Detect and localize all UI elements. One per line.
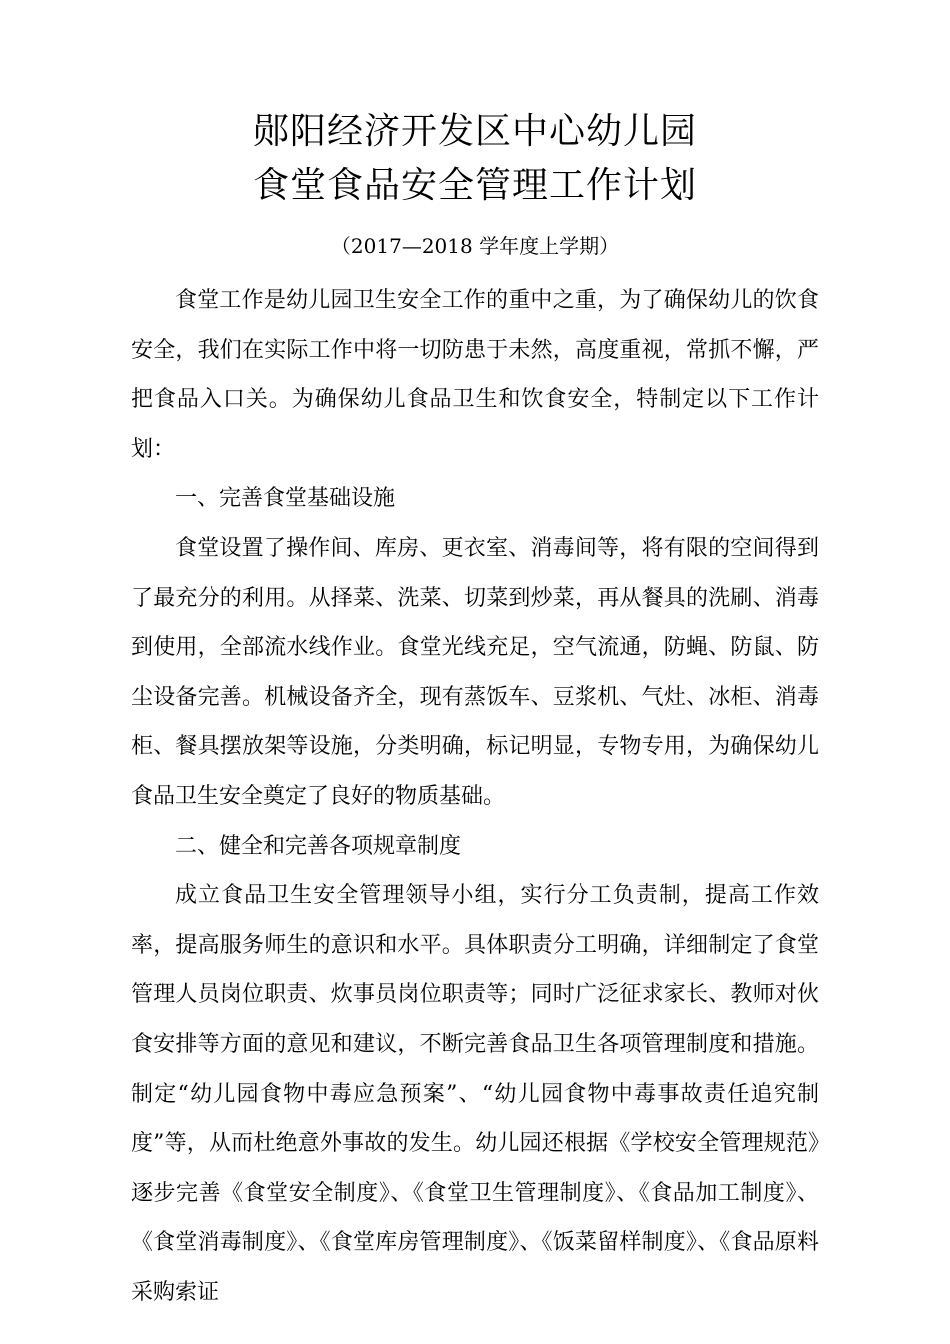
document-body	[131, 276, 819, 1317]
section1-heading: 一、完善食堂基础设施	[175, 486, 396, 512]
section2-heading: 二、健全和完善各项规章制度	[175, 833, 462, 859]
section2-paragraph: 成立食品卫生安全管理领导小组，实行分工负责制，提高工作效率，提高服务师生的意识和水平。具体职责分工明确，详细制定了食堂管理人员岗位职责、炊事员岗位职责等；同时广泛征求家长、教师对伙食安排等方面的意见和建议，不断完善食品卫生各项管理制度和措施。制定“幼儿园食物中毒应急预案”、“幼儿园食物中毒事故责任追究制度”等，从而杜绝意外事故的发生。幼儿园还根据《学校安全管理规范》逐步完善《食堂安全制度》、《食堂卫生管理制度》、《食品加工制度》、《食堂消毒制度》、《食堂库房管理制度》、《饭菜留样制度》、《食品原料采购索证	[131, 883, 819, 1305]
intro-paragraph: 食堂工作是幼儿园卫生安全工作的重中之重，为了确保幼儿的饮食安全，我们在实际工作中将一切防患于未然，高度重视，常抓不懈，严把食品入口关。为确保幼儿食品卫生和饮食安全，特制定以下工作计划：	[131, 288, 819, 462]
section1-paragraph: 食堂设置了操作间、库房、更衣室、消毒间等，将有限的空间得到了最充分的利用。从择菜、洗菜、切菜到炒菜，再从餐具的洗刷、消毒到使用，全部流水线作业。食堂光线充足，空气流通，防蝇、防鼠、防尘设备完善。机械设备齐全，现有蒸饭车、豆浆机、气灶、冰柜、消毒柜、餐具摆放架等设施，分类明确，标记明显，专物专用，为确保幼儿食品卫生安全奠定了良好的物质基础。	[131, 535, 819, 809]
document-title-line2: 食堂食品安全管理工作计划	[252, 165, 697, 206]
document-title-line1: 郧阳经济开发区中心幼儿园	[252, 111, 697, 152]
document-subtitle: （2017—2018 学年度上学期）	[330, 234, 620, 258]
